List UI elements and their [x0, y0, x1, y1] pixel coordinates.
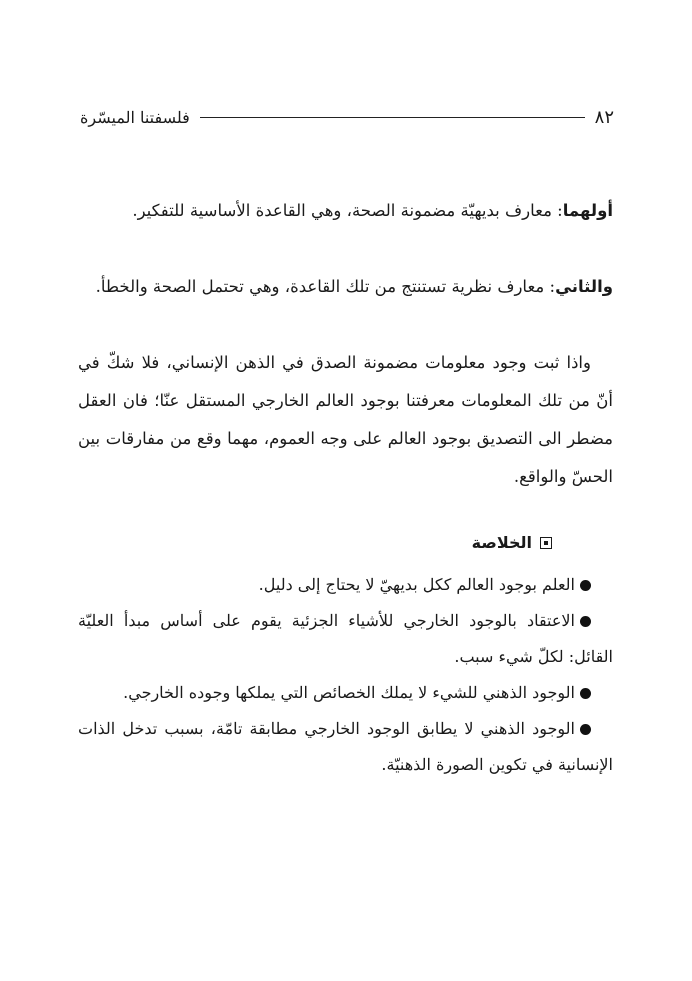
bullet-dot-icon [580, 724, 591, 735]
summary-item-text: الوجود الذهني للشيء لا يملك الخصائص التي يملكها وجوده الخارجي. [123, 683, 575, 702]
summary-list [78, 567, 613, 783]
book-title: فلسفتنا الميسّرة [80, 107, 190, 127]
summary-item-text: الاعتقاد بالوجود الخارجي للأشياء الجزئية يقوم على أساس مبدأ العليّة القائل: لكلّ شيء سبب. [78, 611, 613, 666]
summary-item [78, 603, 613, 675]
header-rule [200, 117, 585, 118]
page-number: ٨٢ [594, 106, 614, 128]
summary-item-text: الوجود الذهني لا يطابق الوجود الخارجي مطابقة تامّة، بسبب تدخل الذات الإنسانية في تكوين الصورة الذهنيّة. [78, 719, 613, 774]
bullet-dot-icon [580, 580, 591, 591]
bullet-dot-icon [580, 688, 591, 699]
running-header [80, 104, 614, 130]
bullet-dot-icon [580, 616, 591, 627]
summary-heading [472, 533, 552, 552]
square-bullet-icon [540, 537, 552, 549]
paragraph-external-world [78, 344, 613, 496]
paragraph-text: : معارف نظرية تستنتج من تلك القاعدة، وهي تحتمل الصحة والخطأ. [95, 277, 556, 296]
paragraph-lead: والثاني [555, 277, 613, 296]
summary-item [78, 711, 613, 783]
summary-item [78, 675, 613, 711]
paragraph-second-knowledge [78, 268, 613, 306]
summary-item [78, 567, 613, 603]
paragraph-text: واذا ثبت وجود معلومات مضمونة الصدق في الذهن الإنساني، فلا شكّ في أنّ من تلك المعلومات معرفتنا بوجود العالم الخارجي المستقل عنّا؛ فان العقل مضطر الى التصديق بوجود العالم على وجه العموم، مهما وقع من مفارقات بين الحسّ والواقع. [78, 353, 613, 486]
summary-heading-text: الخلاصة [471, 533, 532, 552]
summary-item-text: العلم بوجود العالم ككل بديهيّ لا يحتاج إلى دليل. [258, 575, 575, 594]
paragraph-text: : معارف بديهيّة مضمونة الصحة، وهي القاعدة الأساسية للتفكير. [132, 201, 563, 220]
paragraph-first-knowledge [78, 192, 613, 230]
paragraph-lead: أولهما [562, 201, 613, 220]
